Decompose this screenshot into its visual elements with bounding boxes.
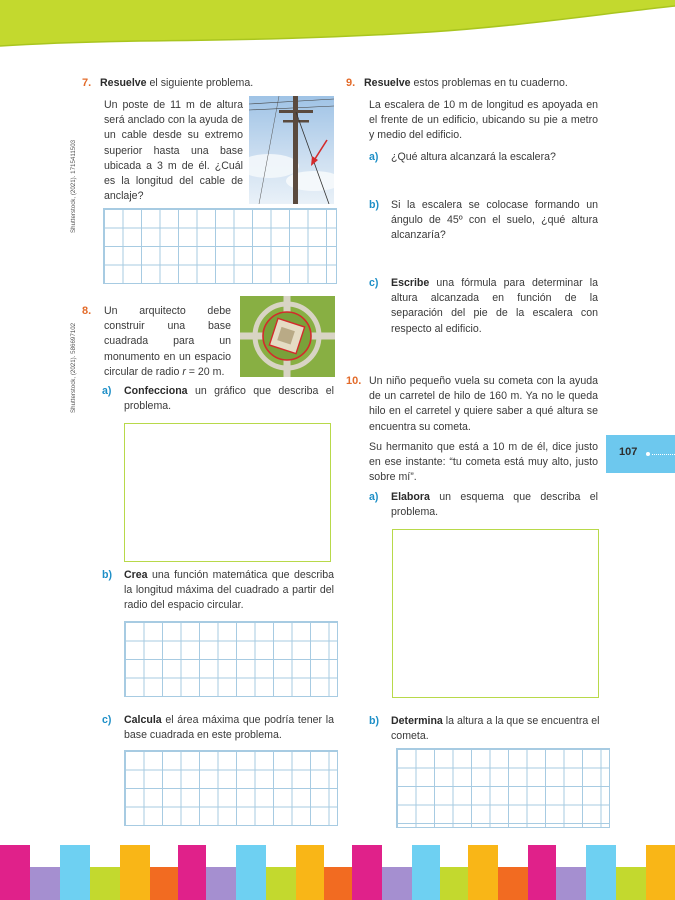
problem-9a bbox=[369, 150, 598, 165]
problem-9b-label: b) bbox=[369, 199, 379, 211]
color-bar bbox=[440, 867, 468, 900]
problem-8a-label: a) bbox=[102, 385, 112, 397]
bottom-color-bars bbox=[0, 845, 675, 900]
color-bar bbox=[90, 867, 120, 900]
problem-7-answer-grid[interactable] bbox=[103, 208, 337, 284]
problem-10-text: Un niño pequeño vuela su cometa con la ayuda de un carretel de hilo de 160 m. Ya no le queda hilo en el carretel y quiere saber a qué altura se encuentra su cometa. bbox=[369, 375, 598, 433]
problem-9a-label: a) bbox=[369, 151, 379, 163]
problem-10b-verb: Determina bbox=[391, 715, 443, 727]
color-bar bbox=[120, 845, 150, 900]
problem-9-instruction: estos problemas en tu cuaderno. bbox=[410, 77, 568, 89]
header-wave bbox=[0, 0, 675, 48]
page-number-dash-line bbox=[652, 454, 675, 455]
problem-9-heading bbox=[346, 76, 606, 91]
problem-10b-label: b) bbox=[369, 715, 379, 727]
color-bar bbox=[352, 845, 382, 900]
problem-10a bbox=[369, 490, 598, 520]
problem-10a-verb: Elabora bbox=[391, 491, 430, 503]
page-number: 107 bbox=[619, 446, 638, 458]
problem-8a-instruction: un gráfico que describa el problema. bbox=[124, 385, 334, 413]
color-bar bbox=[178, 845, 206, 900]
problem-8-text-pre: Un arquitecto debe construir una base cuadrada para un monumento en un espacio circular de radio bbox=[104, 305, 231, 378]
color-bar bbox=[0, 845, 30, 900]
problem-8b-verb: Crea bbox=[124, 569, 148, 581]
problem-8b-answer-grid[interactable] bbox=[124, 621, 338, 697]
problem-7-heading bbox=[82, 76, 342, 91]
problem-10a-answer-box[interactable] bbox=[392, 529, 599, 698]
problem-7-instruction: el siguiente problema. bbox=[146, 77, 254, 89]
problem-8b bbox=[102, 568, 334, 614]
circular-plaza-photo bbox=[240, 296, 335, 377]
problem-10-number: 10. bbox=[346, 375, 362, 387]
problem-8-text-post: = 20 m. bbox=[185, 365, 225, 378]
color-bar bbox=[382, 867, 412, 900]
problem-9c bbox=[369, 276, 598, 337]
color-bar bbox=[60, 845, 90, 900]
problem-8c-answer-grid[interactable] bbox=[124, 750, 338, 826]
color-bar bbox=[266, 867, 296, 900]
problem-9-text: La escalera de 10 m de longitud es apoyada en el frente de un edificio, ubicando su pie a metro y medio del edificio. bbox=[369, 99, 598, 142]
color-bar bbox=[150, 867, 178, 900]
photo-credit-1: Shutterstock, (2021). 1715411503 bbox=[70, 139, 77, 233]
radius-variable: r bbox=[182, 365, 186, 378]
color-bar bbox=[528, 845, 556, 900]
problem-8-number: 8. bbox=[82, 305, 92, 317]
color-bar bbox=[498, 867, 528, 900]
color-bar bbox=[412, 845, 440, 900]
color-bar bbox=[324, 867, 352, 900]
problem-8a-verb: Confecciona bbox=[124, 385, 188, 397]
color-bar bbox=[296, 845, 324, 900]
problem-9-verb: Resuelve bbox=[364, 77, 411, 89]
problem-10-text-2: Su hermanito que está a 10 m de él, dice justo en ese instante: “tu cometa está muy alto, justo sobre mí”. bbox=[369, 441, 598, 484]
problem-7-text: Un poste de 11 m de altura será anclado con la ayuda de un cable desde su extremo superior hasta una base ubicada a 3 m de él. ¿Cuál es la longitud del cable de anclaje? bbox=[104, 99, 243, 203]
problem-8c-label: c) bbox=[102, 714, 112, 726]
problem-10a-instruction: un esquema que describa el problema. bbox=[391, 491, 598, 519]
problem-9c-instruction: una fórmula para determinar la altura alcanzada en función de la separación del pie de la escalera con respecto al edificio. bbox=[391, 277, 598, 335]
problem-8a-answer-box[interactable] bbox=[124, 423, 331, 562]
problem-10a-label: a) bbox=[369, 491, 379, 503]
problem-8c bbox=[102, 713, 334, 743]
color-bar bbox=[646, 845, 675, 900]
problem-9b bbox=[369, 198, 598, 244]
problem-10b-instruction: la altura a la que se encuentra el cometa. bbox=[391, 715, 600, 743]
utility-pole-photo bbox=[249, 96, 334, 204]
problem-9b-text: Si la escalera se colocase formando un ángulo de 45º con el suelo, ¿qué altura alcanzaría? bbox=[391, 199, 598, 242]
color-bar bbox=[206, 867, 236, 900]
problem-8b-label: b) bbox=[102, 569, 112, 581]
color-bar bbox=[586, 845, 616, 900]
color-bar bbox=[468, 845, 498, 900]
problem-8a bbox=[102, 384, 334, 414]
problem-8b-instruction: una función matemática que describa la longitud máxima del cuadrado a partir del radio del espacio circular. bbox=[124, 569, 334, 612]
problem-10b bbox=[369, 714, 609, 744]
problem-7-number: 7. bbox=[82, 77, 92, 89]
color-bar bbox=[30, 867, 60, 900]
problem-8-text bbox=[104, 304, 231, 380]
problem-9c-verb: Escribe bbox=[391, 277, 430, 289]
photo-credit-2: Shutterstock, (2021). 586697102 bbox=[70, 322, 77, 413]
problem-8c-instruction: el área máxima que podría tener la base cuadrada en este problema. bbox=[124, 714, 334, 742]
problem-7-verb: Resuelve bbox=[100, 77, 147, 89]
problem-9c-label: c) bbox=[369, 277, 379, 289]
color-bar bbox=[236, 845, 266, 900]
color-bar bbox=[616, 867, 646, 900]
problem-9-number: 9. bbox=[346, 77, 356, 89]
problem-9a-text: ¿Qué altura alcanzará la escalera? bbox=[391, 151, 556, 163]
problem-8c-verb: Calcula bbox=[124, 714, 162, 726]
page-number-dot bbox=[646, 452, 650, 456]
color-bar bbox=[556, 867, 586, 900]
problem-10b-answer-grid[interactable] bbox=[396, 748, 610, 828]
